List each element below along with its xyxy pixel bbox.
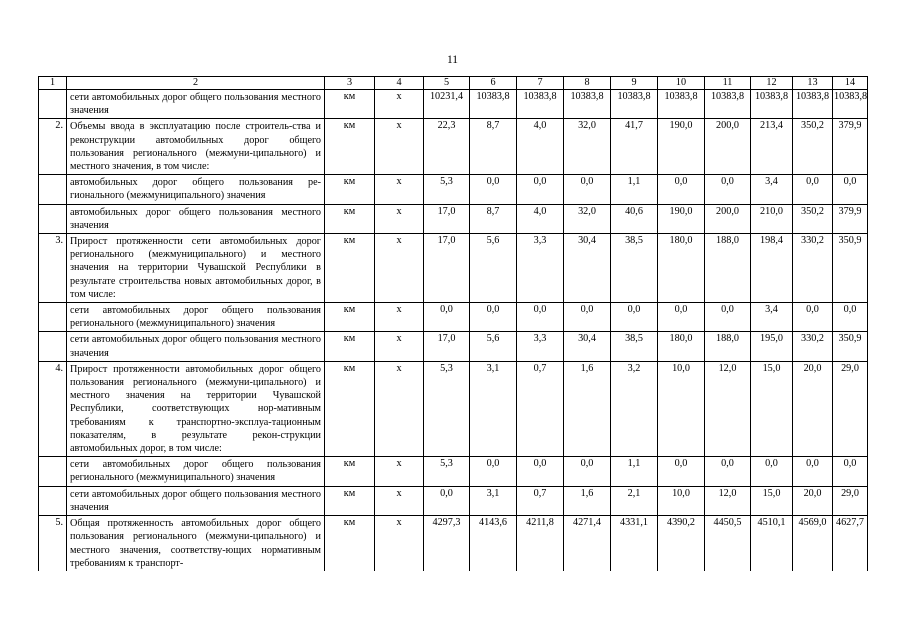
value-cell: 10383,8: [658, 90, 705, 119]
column-number: 14: [833, 77, 868, 90]
value-cell: 0,0: [833, 303, 868, 332]
value-cell: 0,0: [564, 303, 611, 332]
value-cell: 3,4: [751, 303, 793, 332]
value-cell: 0,0: [705, 457, 751, 486]
value-cell: 20,0: [793, 486, 833, 515]
value-cell: 32,0: [564, 119, 611, 175]
value-cell: 10383,8: [833, 90, 868, 119]
table-row: [39, 516, 868, 571]
column-4-cell: х: [375, 204, 424, 233]
indicator-name: сети автомобильных дорог общего пользования регионального (межмуниципального) значения: [67, 303, 325, 332]
value-cell: 4390,2: [658, 516, 705, 571]
unit-cell: км: [325, 204, 375, 233]
indicators-table: [38, 76, 868, 571]
value-cell: 32,0: [564, 204, 611, 233]
value-cell: 0,7: [517, 361, 564, 456]
value-cell: 198,4: [751, 234, 793, 303]
column-number: 2: [67, 77, 325, 90]
value-cell: 40,6: [611, 204, 658, 233]
value-cell: 10,0: [658, 486, 705, 515]
value-cell: 0,0: [705, 175, 751, 204]
value-cell: 180,0: [658, 234, 705, 303]
value-cell: 1,1: [611, 457, 658, 486]
column-number: 6: [470, 77, 517, 90]
table-row: [39, 457, 868, 486]
table-row: [39, 303, 868, 332]
value-cell: 0,0: [517, 457, 564, 486]
value-cell: 188,0: [705, 234, 751, 303]
column-4-cell: х: [375, 303, 424, 332]
value-cell: 0,0: [564, 457, 611, 486]
column-4-cell: х: [375, 234, 424, 303]
table-row: [39, 175, 868, 204]
value-cell: 4331,1: [611, 516, 658, 571]
unit-cell: км: [325, 303, 375, 332]
value-cell: 3,1: [470, 361, 517, 456]
row-number: 2.: [39, 119, 67, 175]
value-cell: 29,0: [833, 486, 868, 515]
value-cell: 10383,8: [705, 90, 751, 119]
value-cell: 3,1: [470, 486, 517, 515]
table-row: [39, 119, 868, 175]
row-number: 4.: [39, 361, 67, 456]
table-row: [39, 361, 868, 456]
value-cell: 0,0: [424, 303, 470, 332]
value-cell: 1,6: [564, 361, 611, 456]
value-cell: 3,3: [517, 332, 564, 361]
value-cell: 195,0: [751, 332, 793, 361]
value-cell: 4,0: [517, 204, 564, 233]
value-cell: 0,0: [658, 457, 705, 486]
row-number: 5.: [39, 516, 67, 571]
value-cell: 350,2: [793, 204, 833, 233]
value-cell: 180,0: [658, 332, 705, 361]
value-cell: 0,0: [517, 303, 564, 332]
unit-cell: км: [325, 175, 375, 204]
value-cell: 5,3: [424, 457, 470, 486]
value-cell: 5,6: [470, 332, 517, 361]
column-4-cell: х: [375, 90, 424, 119]
value-cell: 4297,3: [424, 516, 470, 571]
value-cell: 10383,8: [470, 90, 517, 119]
value-cell: 379,9: [833, 119, 868, 175]
value-cell: 0,0: [658, 175, 705, 204]
value-cell: 4143,6: [470, 516, 517, 571]
indicator-name: сети автомобильных дорог общего пользования регионального (межмуниципального) значения: [67, 457, 325, 486]
indicator-name: Объемы ввода в эксплуатацию после строитель-ства и реконструкции автомобильных дорог общего пользования регионального (межмуни-ципального) и местного значения, в том числе:: [67, 119, 325, 175]
value-cell: 4450,5: [705, 516, 751, 571]
value-cell: 200,0: [705, 119, 751, 175]
indicator-name: Прирост протяженности автомобильных дорог общего пользования регионального (межмуни-ципального) и местного значения на территории Чувашской Республики, соответствующих нор-мативным требованиям к транспортно-эксплуа-тационным показателям, в результате рекон-струкции автомобильных дорог, в том числе:: [67, 361, 325, 456]
value-cell: 0,0: [470, 303, 517, 332]
value-cell: 12,0: [705, 361, 751, 456]
row-number: [39, 303, 67, 332]
row-number: [39, 90, 67, 119]
value-cell: 0,0: [611, 303, 658, 332]
value-cell: 0,0: [793, 303, 833, 332]
indicator-name: сети автомобильных дорог общего пользования местного значения: [67, 332, 325, 361]
value-cell: 17,0: [424, 332, 470, 361]
row-number: [39, 486, 67, 515]
value-cell: 330,2: [793, 332, 833, 361]
value-cell: 17,0: [424, 204, 470, 233]
indicator-name: Прирост протяженности сети автомобильных дорог регионального (межмуниципального) и местного значения на территории Чувашской Республики в результате строительства новых автомобильных дорог, в том числе:: [67, 234, 325, 303]
value-cell: 15,0: [751, 361, 793, 456]
indicator-name: сети автомобильных дорог общего пользования местного значения: [67, 486, 325, 515]
column-4-cell: х: [375, 332, 424, 361]
table-row: [39, 332, 868, 361]
value-cell: 0,0: [705, 303, 751, 332]
value-cell: 10383,8: [517, 90, 564, 119]
value-cell: 1,1: [611, 175, 658, 204]
column-4-cell: х: [375, 361, 424, 456]
value-cell: 0,0: [833, 457, 868, 486]
value-cell: 0,7: [517, 486, 564, 515]
table-row: [39, 90, 868, 119]
column-4-cell: х: [375, 516, 424, 571]
value-cell: 2,1: [611, 486, 658, 515]
unit-cell: км: [325, 361, 375, 456]
value-cell: 190,0: [658, 119, 705, 175]
column-number: 7: [517, 77, 564, 90]
value-cell: 4211,8: [517, 516, 564, 571]
column-number: 9: [611, 77, 658, 90]
row-number: [39, 204, 67, 233]
table-row: [39, 486, 868, 515]
value-cell: 0,0: [793, 175, 833, 204]
value-cell: 3,2: [611, 361, 658, 456]
column-number: 11: [705, 77, 751, 90]
value-cell: 350,9: [833, 332, 868, 361]
row-number: 3.: [39, 234, 67, 303]
column-number: 4: [375, 77, 424, 90]
value-cell: 200,0: [705, 204, 751, 233]
table-header-row: [39, 77, 868, 90]
column-number: 13: [793, 77, 833, 90]
value-cell: 20,0: [793, 361, 833, 456]
column-number: 12: [751, 77, 793, 90]
value-cell: 0,0: [833, 175, 868, 204]
value-cell: 30,4: [564, 234, 611, 303]
row-number: [39, 175, 67, 204]
unit-cell: км: [325, 119, 375, 175]
value-cell: 5,3: [424, 361, 470, 456]
value-cell: 12,0: [705, 486, 751, 515]
column-number: 10: [658, 77, 705, 90]
column-4-cell: х: [375, 119, 424, 175]
value-cell: 0,0: [470, 457, 517, 486]
value-cell: 30,4: [564, 332, 611, 361]
value-cell: 10383,8: [793, 90, 833, 119]
value-cell: 0,0: [751, 457, 793, 486]
unit-cell: км: [325, 516, 375, 571]
page-number: 11: [446, 54, 459, 66]
table-row: [39, 234, 868, 303]
value-cell: 5,6: [470, 234, 517, 303]
value-cell: 4569,0: [793, 516, 833, 571]
value-cell: 0,0: [793, 457, 833, 486]
value-cell: 8,7: [470, 204, 517, 233]
value-cell: 4510,1: [751, 516, 793, 571]
value-cell: 29,0: [833, 361, 868, 456]
unit-cell: км: [325, 486, 375, 515]
value-cell: 3,4: [751, 175, 793, 204]
unit-cell: км: [325, 332, 375, 361]
value-cell: 10383,8: [751, 90, 793, 119]
value-cell: 8,7: [470, 119, 517, 175]
value-cell: 213,4: [751, 119, 793, 175]
value-cell: 330,2: [793, 234, 833, 303]
unit-cell: км: [325, 234, 375, 303]
value-cell: 38,5: [611, 234, 658, 303]
value-cell: 4627,7: [833, 516, 868, 571]
unit-cell: км: [325, 457, 375, 486]
value-cell: 41,7: [611, 119, 658, 175]
column-number: 5: [424, 77, 470, 90]
column-number: 1: [39, 77, 67, 90]
value-cell: 38,5: [611, 332, 658, 361]
row-number: [39, 332, 67, 361]
value-cell: 10,0: [658, 361, 705, 456]
column-number: 3: [325, 77, 375, 90]
value-cell: 210,0: [751, 204, 793, 233]
value-cell: 379,9: [833, 204, 868, 233]
indicator-name: сети автомобильных дорог общего пользования местного значения: [67, 90, 325, 119]
value-cell: 10383,8: [611, 90, 658, 119]
value-cell: 15,0: [751, 486, 793, 515]
column-4-cell: х: [375, 457, 424, 486]
indicator-name: автомобильных дорог общего пользования местного значения: [67, 204, 325, 233]
value-cell: 350,2: [793, 119, 833, 175]
indicator-name: Общая протяженность автомобильных дорог общего пользования регионального (межмуни-ципального) и местного значения, соответству-ющих нормативным требованиям к транспорт-: [67, 516, 325, 571]
value-cell: 350,9: [833, 234, 868, 303]
value-cell: 0,0: [564, 175, 611, 204]
value-cell: 5,3: [424, 175, 470, 204]
value-cell: 10383,8: [564, 90, 611, 119]
value-cell: 0,0: [424, 486, 470, 515]
value-cell: 1,6: [564, 486, 611, 515]
value-cell: 0,0: [470, 175, 517, 204]
value-cell: 0,0: [517, 175, 564, 204]
value-cell: 17,0: [424, 234, 470, 303]
value-cell: 190,0: [658, 204, 705, 233]
value-cell: 4271,4: [564, 516, 611, 571]
column-number: 8: [564, 77, 611, 90]
column-4-cell: х: [375, 486, 424, 515]
table-row: [39, 204, 868, 233]
unit-cell: км: [325, 90, 375, 119]
value-cell: 0,0: [658, 303, 705, 332]
indicator-name: автомобильных дорог общего пользования ре-гионального (межмуниципального) значения: [67, 175, 325, 204]
value-cell: 188,0: [705, 332, 751, 361]
value-cell: 3,3: [517, 234, 564, 303]
row-number: [39, 457, 67, 486]
value-cell: 22,3: [424, 119, 470, 175]
value-cell: 4,0: [517, 119, 564, 175]
column-4-cell: х: [375, 175, 424, 204]
value-cell: 10231,4: [424, 90, 470, 119]
